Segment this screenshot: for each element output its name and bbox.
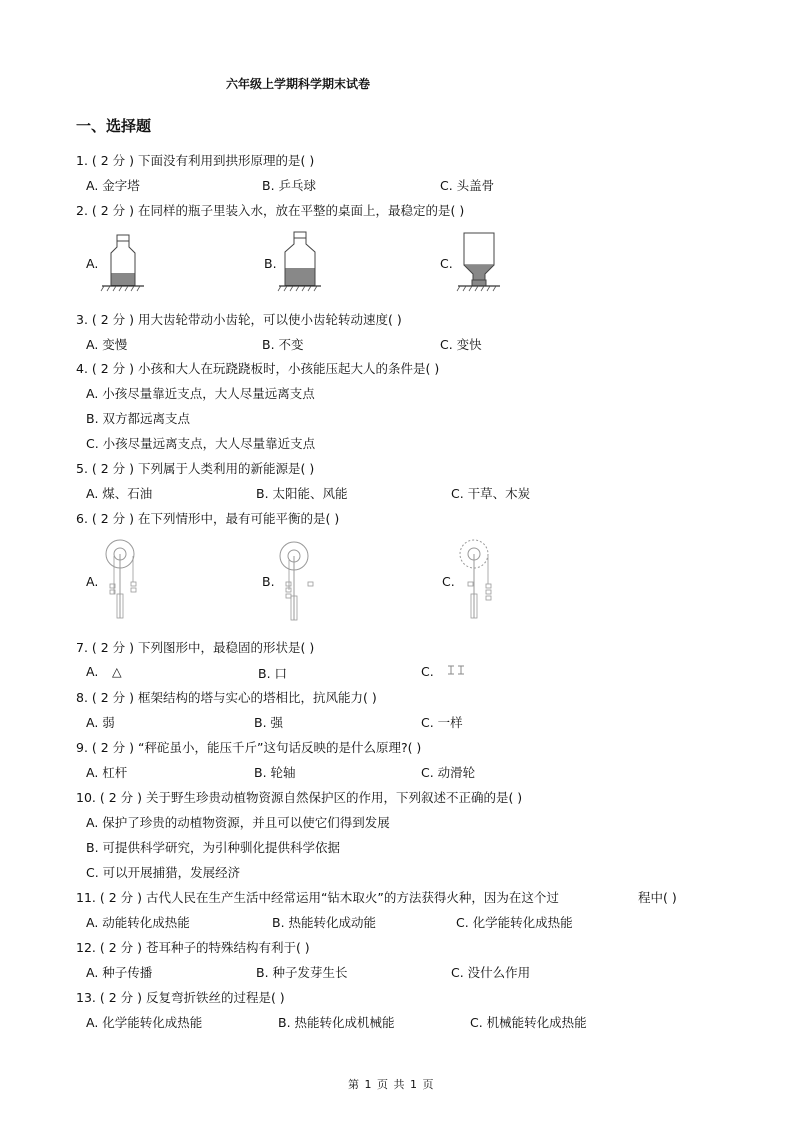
question-4-stem: 4. ( 2 分 ) 小孩和大人在玩跷跷板时，小孩能压起大人的条件是( ) xyxy=(76,361,440,376)
q13-option-b[interactable]: B. 热能转化成机械能 xyxy=(278,1015,395,1030)
question-11-stem: 11. ( 2 分 ) 古代人民在生产生活中经常运用“钻木取火”的方法获得火种，因为在这个过 xyxy=(76,890,559,905)
question-5-stem: 5. ( 2 分 ) 下列属于人类利用的新能源是( ) xyxy=(76,461,315,476)
q7-triangle-shape: △ xyxy=(112,664,122,679)
q6-option-b[interactable]: B. xyxy=(262,574,275,589)
q11-option-b[interactable]: B. 热能转化成动能 xyxy=(272,915,377,930)
wheel-axle-b-figure xyxy=(278,540,318,622)
q3-option-c[interactable]: C. 变快 xyxy=(440,337,482,352)
question-1-stem: 1. ( 2 分 ) 下面没有利用到拱形原理的是( ) xyxy=(76,153,315,168)
q7-option-a[interactable]: A. xyxy=(86,664,99,679)
q7-c-shape-figure xyxy=(445,664,467,676)
bottle-b-figure xyxy=(277,230,323,293)
q9-option-c[interactable]: C. 动滑轮 xyxy=(421,765,476,780)
q6-option-a[interactable]: A. xyxy=(86,574,99,589)
q12-option-b[interactable]: B. 种子发芽生长 xyxy=(256,965,348,980)
q1-option-b[interactable]: B. 乒乓球 xyxy=(262,178,317,193)
question-9-stem: 9. ( 2 分 ) “秤砣虽小，能压千斤”这句话反映的是什么原理?( ) xyxy=(76,740,422,755)
q1-option-c[interactable]: C. 头盖骨 xyxy=(440,178,495,193)
q3-option-b[interactable]: B. 不变 xyxy=(262,337,304,352)
q2-option-b[interactable]: B. xyxy=(264,256,277,271)
question-2-stem: 2. ( 2 分 ) 在同样的瓶子里装入水，放在平整的桌面上，最稳定的是( ) xyxy=(76,203,465,218)
q8-option-b[interactable]: B. 强 xyxy=(254,715,284,730)
bottle-a-figure xyxy=(100,233,146,293)
q3-option-a[interactable]: A. 变慢 xyxy=(86,337,128,352)
question-7-stem: 7. ( 2 分 ) 下列图形中，最稳固的形状是( ) xyxy=(76,640,315,655)
q12-option-c[interactable]: C. 没什么作用 xyxy=(451,965,531,980)
question-13-stem: 13. ( 2 分 ) 反复弯折铁丝的过程是( ) xyxy=(76,990,285,1005)
q5-option-b[interactable]: B. 太阳能、风能 xyxy=(256,486,348,501)
q12-option-a[interactable]: A. 种子传播 xyxy=(86,965,153,980)
q1-option-a[interactable]: A. 金字塔 xyxy=(86,178,140,193)
page-title: 六年级上学期科学期末试卷 xyxy=(226,77,371,91)
q9-option-b[interactable]: B. 轮轴 xyxy=(254,765,296,780)
question-11-stem-end: 程中( ) xyxy=(638,890,677,905)
bottle-c-figure xyxy=(456,230,502,293)
q8-option-c[interactable]: C. 一样 xyxy=(421,715,463,730)
q7-option-c[interactable]: C. xyxy=(421,664,434,679)
question-8-stem: 8. ( 2 分 ) 框架结构的塔与实心的塔相比，抗风能力( ) xyxy=(76,690,377,705)
section-heading: 一、选择题 xyxy=(76,117,152,135)
q7-option-b[interactable]: B. 口 xyxy=(258,666,288,681)
question-3-stem: 3. ( 2 分 ) 用大齿轮带动小齿轮，可以使小齿轮转动速度( ) xyxy=(76,312,402,327)
q13-option-c[interactable]: C. 机械能转化成热能 xyxy=(470,1015,587,1030)
q2-option-c[interactable]: C. xyxy=(440,256,453,271)
q6-option-c[interactable]: C. xyxy=(442,574,455,589)
q4-option-a[interactable]: A. 小孩尽量靠近支点，大人尽量远离支点 xyxy=(86,386,315,401)
question-6-stem: 6. ( 2 分 ) 在下列情形中，最有可能平衡的是( ) xyxy=(76,511,340,526)
q10-option-c[interactable]: C. 可以开展捕猎，发展经济 xyxy=(86,865,241,880)
q8-option-a[interactable]: A. 弱 xyxy=(86,715,115,730)
q13-option-a[interactable]: A. 化学能转化成热能 xyxy=(86,1015,203,1030)
q5-option-a[interactable]: A. 煤、石油 xyxy=(86,486,153,501)
q10-option-a[interactable]: A. 保护了珍贵的动植物资源，并且可以使它们得到发展 xyxy=(86,815,390,830)
q11-option-a[interactable]: A. 动能转化成热能 xyxy=(86,915,190,930)
q11-option-c[interactable]: C. 化学能转化成热能 xyxy=(456,915,573,930)
question-12-stem: 12. ( 2 分 ) 苍耳种子的特殊结构有利于( ) xyxy=(76,940,310,955)
q5-option-c[interactable]: C. 干草、木炭 xyxy=(451,486,531,501)
q9-option-a[interactable]: A. 杠杆 xyxy=(86,765,128,780)
q4-option-b[interactable]: B. 双方都远离支点 xyxy=(86,411,191,426)
q10-option-b[interactable]: B. 可提供科学研究，为引种驯化提供科学依据 xyxy=(86,840,341,855)
page-footer: 第 1 页 共 1 页 xyxy=(348,1078,435,1091)
q2-option-a[interactable]: A. xyxy=(86,256,99,271)
wheel-axle-a-figure xyxy=(102,538,142,620)
question-10-stem: 10. ( 2 分 ) 关于野生珍贵动植物资源自然保护区的作用，下列叙述不正确的是( ) xyxy=(76,790,523,805)
q4-option-c[interactable]: C. 小孩尽量远离支点，大人尽量靠近支点 xyxy=(86,436,316,451)
wheel-axle-c-figure xyxy=(458,538,498,620)
